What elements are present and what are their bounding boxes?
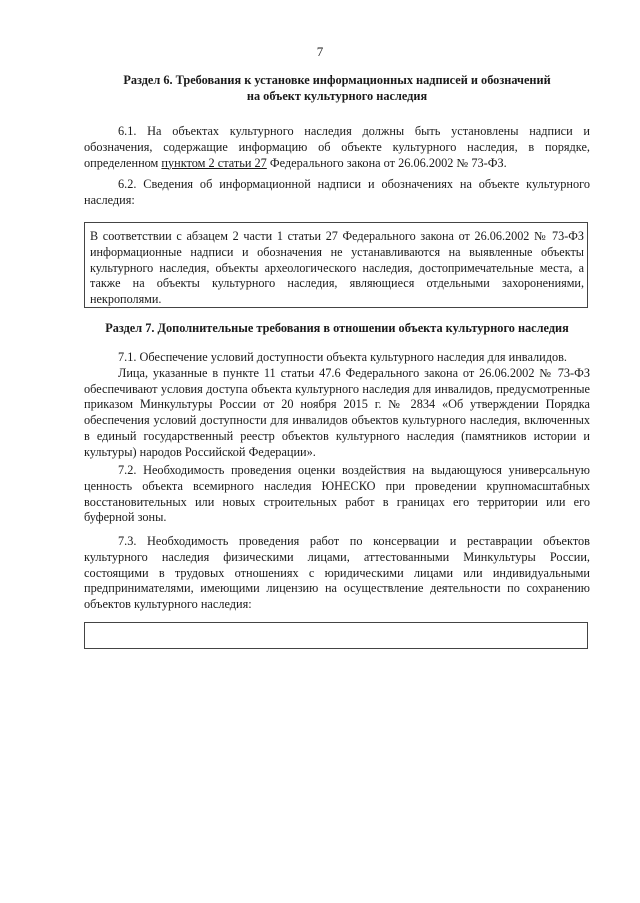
p71-title: 7.1. Обеспечение условий доступности объекта культурного наследия для инвалидов.: [118, 350, 568, 364]
law-article-link[interactable]: пунктом 2 статьи 27: [161, 155, 267, 170]
restoration-info-box: [84, 622, 588, 649]
p72-text: 7.2. Необходимость проведения оценки воздействия на выдающуюся универсальную ценность объекта всемирного наследия ЮНЕСКО при проведении крупномасштабных восстановительных или новых строительных работ в границах его территории или его буферной зоны.: [84, 463, 590, 525]
paragraph-7-2: [84, 463, 590, 526]
paragraph-7-3: [84, 534, 590, 613]
section6-heading-line1: Раздел 6. Требования к установке информационных надписей и обозначений: [123, 73, 551, 87]
p62-text: 6.2. Сведения об информационной надписи и обозначениях на объекте культурного наследия:: [84, 177, 590, 207]
info-inscription-box: [84, 222, 588, 308]
page-number: 7: [316, 44, 324, 59]
info-inscription-text: В соответствии с абзацем 2 части 1 статьи 27 Федерального закона от 26.06.2002 № 73-ФЗ информационные надписи и обозначения не устанавливаются на выявленные объекты культурного наследия, объекты археологического наследия, достопримечательные места, а также на объекты культурного наследия, являющиеся отдельными захоронениями, некрополями.: [90, 229, 584, 307]
paragraph-7-1: [84, 350, 590, 461]
p71-body: Лица, указанные в пункте 11 статьи 47.6 Федерального закона от 26.06.2002 № 73-ФЗ обеспечивают условия доступа объекта культурного наследия для инвалидов, предусмотренные приказом Минкультуры России от 20 ноября 2015 г. № 2834 «Об утверждении Порядка обеспечения условий доступности для инвалидов объектов культурного наследия, включенных в единый государственный реестр объектов культурного наследия (памятников истории и культуры) народов Российской Федерации».: [84, 365, 590, 459]
p73-text: 7.3. Необходимость проведения работ по консервации и реставрации объектов культурного наследия физическими лицами, аттестованными Минкультуры России, состоящими в трудовых отношениях с юридическими лицами или индивидуальными предпринимателями, имеющими лицензию на осуществление деятельности по сохранению объектов культурного наследия:: [84, 534, 590, 612]
section6-heading: [84, 72, 590, 104]
section6-heading-line2: на объект культурного наследия: [246, 89, 428, 103]
paragraph-6-2: [84, 177, 590, 209]
section7-heading: Раздел 7. Дополнительные требования в отношении объекта культурного наследия: [105, 321, 569, 335]
paragraph-6-1: [84, 124, 590, 171]
p61-text-end: Федерального закона от 26.06.2002 № 73-ФЗ.: [266, 155, 507, 170]
p61-text: 6.1. На объектах культурного наследия должны быть установлены надписи и обозначения, содержащие информацию об объекте культурного наследия, в порядке, определенном: [84, 124, 590, 170]
